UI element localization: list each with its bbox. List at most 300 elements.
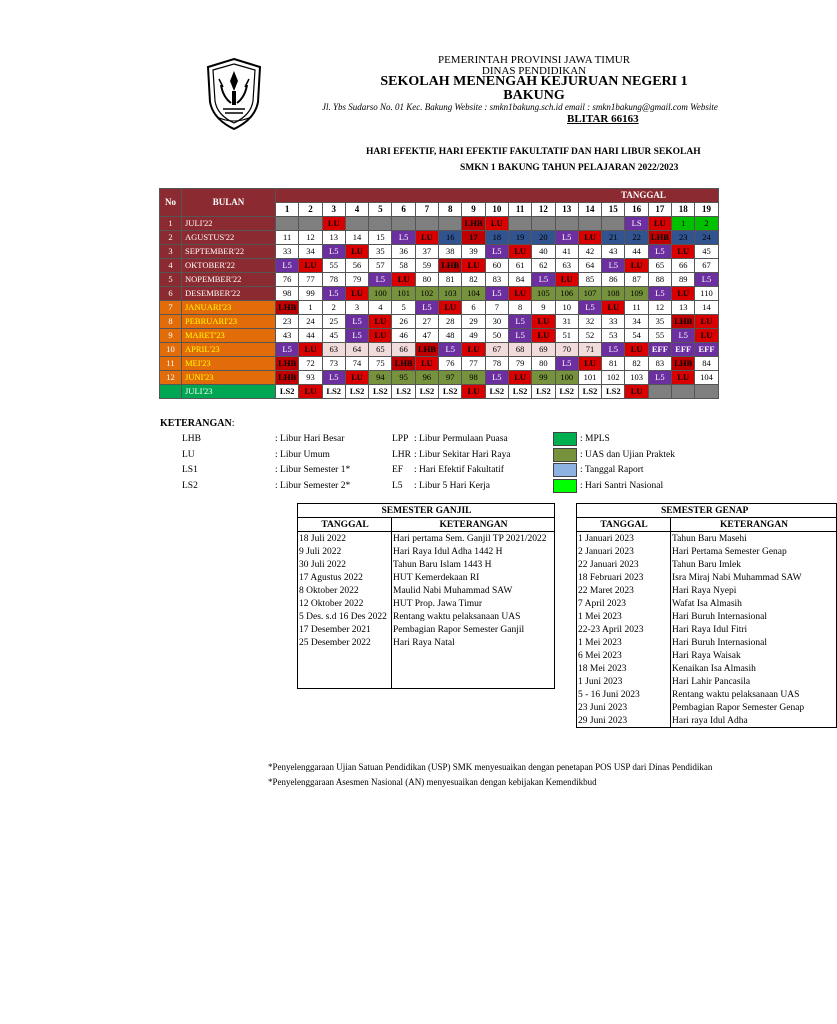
- row-description: Pembagian Rapor Semester Ganjil: [392, 623, 555, 636]
- header-school: SEKOLAH MENENGAH KEJURUAN NEGERI 1: [380, 74, 688, 89]
- calendar-cell: 96: [415, 371, 438, 385]
- calendar-cell: 68: [508, 343, 531, 357]
- calendar-cell: 14: [695, 301, 718, 315]
- row-description: HUT Prop. Jawa Timur: [392, 597, 555, 610]
- calendar-cell: LU: [672, 371, 695, 385]
- row-date: 2 Januari 2023: [577, 545, 671, 558]
- calendar-cell: 37: [415, 245, 438, 259]
- calendar-cell: LS2: [415, 385, 438, 399]
- calendar-cell: 98: [462, 371, 485, 385]
- calendar-cell: 38: [439, 245, 462, 259]
- calendar-cell: 2: [322, 301, 345, 315]
- legend-code: LS1: [182, 465, 198, 475]
- calendar-cell: 18: [485, 231, 508, 245]
- row-date: [298, 662, 392, 675]
- calendar-cell: [392, 217, 415, 231]
- semester-ganjil-table: [297, 503, 555, 689]
- month-label: PEBRUARI'23: [182, 315, 276, 329]
- calendar-cell: 29: [462, 315, 485, 329]
- calendar-cell: [276, 217, 299, 231]
- legend-desc: : Libur Permulaan Puasa: [414, 434, 508, 444]
- row-description: Hari Raya Natal: [392, 636, 555, 649]
- header-tanggal: TANGGAL: [276, 189, 719, 203]
- calendar-cell: 11: [625, 301, 648, 315]
- calendar-row: [160, 231, 719, 245]
- calendar-row: [160, 343, 719, 357]
- calendar-cell: L5: [578, 301, 601, 315]
- calendar-cell: LS2: [555, 385, 578, 399]
- legend-code: LHR: [392, 449, 411, 460]
- calendar-cell: LU: [299, 343, 322, 357]
- calendar-cell: LU: [415, 357, 438, 371]
- calendar-cell: 1: [672, 217, 695, 231]
- calendar-cell: 42: [578, 245, 601, 259]
- calendar-cell: 66: [392, 343, 415, 357]
- table-row: [298, 610, 555, 623]
- month-label: JANUARI'23: [182, 301, 276, 315]
- table-row: [577, 571, 837, 584]
- row-date: 7 April 2023: [577, 597, 671, 610]
- calendar-cell: LHB: [672, 357, 695, 371]
- calendar-cell: 85: [578, 273, 601, 287]
- calendar-cell: LU: [578, 231, 601, 245]
- table-row: [577, 675, 837, 688]
- legend-swatch: [553, 463, 577, 477]
- calendar-cell: LU: [648, 217, 671, 231]
- row-description: Hari Raya Waisak: [671, 649, 837, 662]
- calendar-cell: 30: [485, 315, 508, 329]
- calendar-cell: 77: [299, 273, 322, 287]
- calendar-cell: L5: [695, 273, 718, 287]
- calendar-cell: 102: [602, 371, 625, 385]
- calendar-cell: LU: [532, 329, 555, 343]
- calendar-cell: LU: [439, 301, 462, 315]
- calendar-cell: 67: [485, 343, 508, 357]
- calendar-cell: 35: [648, 315, 671, 329]
- row-description: [392, 675, 555, 689]
- row-description: Kenaikan Isa Almasih: [671, 662, 837, 675]
- calendar-cell: 17: [462, 231, 485, 245]
- calendar-cell: LHB: [276, 371, 299, 385]
- calendar-cell: 83: [485, 273, 508, 287]
- row-date: 18 Juli 2022: [298, 532, 392, 546]
- legend-swatch: [553, 432, 577, 446]
- calendar-cell: LU: [625, 259, 648, 273]
- row-number: 2: [160, 231, 182, 245]
- row-number: 8: [160, 315, 182, 329]
- header-bakung: BAKUNG: [503, 88, 565, 103]
- calendar-cell: L5: [555, 357, 578, 371]
- calendar-cell: L5: [322, 287, 345, 301]
- month-label: JULI'22: [182, 217, 276, 231]
- semester-genap-table: [576, 503, 837, 728]
- row-number: 9: [160, 329, 182, 343]
- row-date: 1 Januari 2023: [577, 532, 671, 546]
- calendar-cell: 78: [322, 273, 345, 287]
- calendar-cell: LU: [508, 371, 531, 385]
- calendar-cell: 21: [602, 231, 625, 245]
- calendar-row: [160, 357, 719, 371]
- row-description: Hari Buruh Internasional: [671, 636, 837, 649]
- row-date: 5 Des. s.d 16 Des 2022: [298, 610, 392, 623]
- calendar-cell: 59: [415, 259, 438, 273]
- month-label: OKTOBER'22: [182, 259, 276, 273]
- table-row: [577, 688, 837, 701]
- calendar-cell: 56: [345, 259, 368, 273]
- legend-code: LS2: [182, 480, 198, 491]
- calendar-cell: 93: [299, 371, 322, 385]
- calendar-cell: 4: [369, 301, 392, 315]
- day-header: 2: [299, 203, 322, 217]
- calendar-cell: 6: [462, 301, 485, 315]
- row-description: Hari raya Idul Adha: [671, 714, 837, 728]
- calendar-cell: 9: [532, 301, 555, 315]
- row-date: 23 Juni 2023: [577, 701, 671, 714]
- calendar-row: [160, 385, 719, 399]
- calendar-row: [160, 245, 719, 259]
- table-row: [298, 584, 555, 597]
- calendar-cell: 106: [555, 287, 578, 301]
- calendar-cell: L5: [485, 287, 508, 301]
- calendar-cell: 61: [508, 259, 531, 273]
- calendar-cell: 24: [299, 315, 322, 329]
- table-row: [577, 649, 837, 662]
- calendar-cell: [532, 217, 555, 231]
- calendar-cell: 33: [602, 315, 625, 329]
- calendar-cell: 78: [485, 357, 508, 371]
- calendar-cell: 80: [415, 273, 438, 287]
- calendar-cell: 57: [369, 259, 392, 273]
- calendar-cell: [345, 217, 368, 231]
- calendar-cell: L5: [508, 329, 531, 343]
- calendar-cell: 64: [345, 343, 368, 357]
- calendar-cell: LU: [508, 245, 531, 259]
- row-date: 1 Juni 2023: [577, 675, 671, 688]
- calendar-cell: 50: [485, 329, 508, 343]
- header-dinas: DINAS PENDIDIKAN: [481, 65, 587, 77]
- calendar-cell: LU: [322, 217, 345, 231]
- calendar-cell: LHB: [392, 357, 415, 371]
- calendar-cell: LS2: [532, 385, 555, 399]
- calendar-cell: LU: [555, 273, 578, 287]
- calendar-cell: 88: [648, 273, 671, 287]
- calendar-cell: L5: [415, 301, 438, 315]
- row-date: 9 Juli 2022: [298, 545, 392, 558]
- calendar-cell: 97: [439, 371, 462, 385]
- calendar-cell: 82: [462, 273, 485, 287]
- day-header: 10: [485, 203, 508, 217]
- calendar-cell: 49: [462, 329, 485, 343]
- row-description: [392, 662, 555, 675]
- row-number: 6: [160, 287, 182, 301]
- calendar-cell: LU: [508, 287, 531, 301]
- row-number: 5: [160, 273, 182, 287]
- legend-desc: : Tanggal Raport: [580, 465, 644, 475]
- table-row: [577, 701, 837, 714]
- calendar-cell: L5: [345, 315, 368, 329]
- header-no: No: [160, 189, 182, 217]
- note-usp: *Penyelenggaraan Ujian Satuan Pendidikan (USP) SMK menyesuaikan dengan penetapan POS USP dari Dinas Pendidikan: [268, 762, 713, 772]
- calendar-cell: 52: [578, 329, 601, 343]
- row-date: 17 Agustus 2022: [298, 571, 392, 584]
- calendar-cell: LHB: [462, 217, 485, 231]
- calendar-cell: LU: [299, 259, 322, 273]
- calendar-cell: 40: [532, 245, 555, 259]
- calendar-cell: [415, 217, 438, 231]
- month-label: MARET'23: [182, 329, 276, 343]
- calendar-row: [160, 259, 719, 273]
- calendar-cell: 3: [345, 301, 368, 315]
- row-date: 22-23 April 2023: [577, 623, 671, 636]
- calendar-cell: 23: [276, 315, 299, 329]
- calendar-cell: 101: [578, 371, 601, 385]
- calendar-cell: 71: [578, 343, 601, 357]
- calendar-cell: L5: [322, 371, 345, 385]
- calendar-cell: LHB: [672, 315, 695, 329]
- col-keterangan: KETERANGAN: [392, 518, 555, 532]
- row-date: 8 Oktober 2022: [298, 584, 392, 597]
- row-date: 6 Mei 2023: [577, 649, 671, 662]
- day-header: 9: [462, 203, 485, 217]
- calendar-cell: 94: [369, 371, 392, 385]
- calendar-cell: 19: [508, 231, 531, 245]
- table-row: [577, 558, 837, 571]
- day-header: 4: [345, 203, 368, 217]
- table-row: [298, 558, 555, 571]
- calendar-cell: 108: [602, 287, 625, 301]
- row-date: 18 Februari 2023: [577, 571, 671, 584]
- day-header: 18: [672, 203, 695, 217]
- calendar-cell: 100: [555, 371, 578, 385]
- calendar-cell: 66: [672, 259, 695, 273]
- calendar-cell: 12: [648, 301, 671, 315]
- calendar-cell: 65: [369, 343, 392, 357]
- row-number: 1: [160, 217, 182, 231]
- calendar-cell: 74: [345, 357, 368, 371]
- calendar-cell: L5: [602, 343, 625, 357]
- table-row: [577, 545, 837, 558]
- calendar-cell: 41: [555, 245, 578, 259]
- row-description: Hari Buruh Internasional: [671, 610, 837, 623]
- calendar-cell: 63: [322, 343, 345, 357]
- col-tanggal: TANGGAL: [577, 518, 671, 532]
- legend-code: EF: [392, 465, 404, 475]
- calendar-cell: 99: [299, 287, 322, 301]
- calendar-cell: L5: [392, 231, 415, 245]
- calendar-cell: 28: [439, 315, 462, 329]
- row-date: 5 - 16 Juni 2023: [577, 688, 671, 701]
- calendar-cell: [369, 217, 392, 231]
- legend-code: LU: [182, 449, 195, 460]
- calendar-cell: LHB: [415, 343, 438, 357]
- row-number: 10: [160, 343, 182, 357]
- calendar-cell: 99: [532, 371, 555, 385]
- calendar-cell: L5: [276, 343, 299, 357]
- row-description: Hari Pertama Semester Genap: [671, 545, 837, 558]
- calendar-cell: 55: [322, 259, 345, 273]
- calendar-cell: L5: [322, 245, 345, 259]
- header-city: BLITAR 66163: [567, 113, 639, 125]
- day-header: 6: [392, 203, 415, 217]
- calendar-cell: LS2: [369, 385, 392, 399]
- table-row: [298, 532, 555, 546]
- table-row: [298, 636, 555, 649]
- row-description: Rentang waktu pelaksanaan UAS: [392, 610, 555, 623]
- calendar-cell: LHB: [276, 301, 299, 315]
- table-row: [298, 623, 555, 636]
- table-row: [577, 636, 837, 649]
- provincial-crest-logo: [205, 57, 263, 131]
- row-description: Tahun Baru Islam 1443 H: [392, 558, 555, 571]
- legend-code: L5: [392, 480, 403, 491]
- calendar-cell: 11: [276, 231, 299, 245]
- calendar-cell: 12: [299, 231, 322, 245]
- calendar-cell: L5: [648, 371, 671, 385]
- calendar-cell: 44: [299, 329, 322, 343]
- calendar-cell: L5: [276, 259, 299, 273]
- calendar-cell: LU: [462, 385, 485, 399]
- calendar-cell: 103: [439, 287, 462, 301]
- row-date: 17 Desember 2021: [298, 623, 392, 636]
- row-description: Tahun Baru Imlek: [671, 558, 837, 571]
- calendar-cell: [299, 217, 322, 231]
- row-date: 30 Juli 2022: [298, 558, 392, 571]
- calendar-cell: 8: [508, 301, 531, 315]
- calendar-cell: 32: [578, 315, 601, 329]
- calendar-cell: 65: [648, 259, 671, 273]
- document-subtitle: SMKN 1 BAKUNG TAHUN PELAJARAN 2022/2023: [460, 163, 679, 173]
- legend-desc: : Libur Hari Besar: [275, 434, 345, 444]
- calendar-cell: 104: [462, 287, 485, 301]
- calendar-row: [160, 371, 719, 385]
- calendar-cell: 34: [625, 315, 648, 329]
- calendar-cell: LU: [369, 329, 392, 343]
- calendar-cell: [508, 217, 531, 231]
- calendar-row: [160, 217, 719, 231]
- table-row: [577, 623, 837, 636]
- table-row: [577, 662, 837, 675]
- calendar-cell: 101: [392, 287, 415, 301]
- calendar-cell: L5: [485, 245, 508, 259]
- calendar-cell: 43: [276, 329, 299, 343]
- document-title: HARI EFEKTIF, HARI EFEKTIF FAKULTATIF DAN HARI LIBUR SEKOLAH: [366, 147, 701, 157]
- row-number: 3: [160, 245, 182, 259]
- calendar-cell: L5: [369, 273, 392, 287]
- table-row: [298, 545, 555, 558]
- calendar-cell: [602, 217, 625, 231]
- calendar-cell: LU: [369, 315, 392, 329]
- row-number: [160, 385, 182, 399]
- row-date: 29 Juni 2023: [577, 714, 671, 728]
- table-row: [577, 532, 837, 546]
- calendar-cell: L5: [555, 231, 578, 245]
- legend-desc: : Libur Sekitar Hari Raya: [414, 449, 511, 460]
- col-keterangan: KETERANGAN: [671, 518, 837, 532]
- calendar-cell: 81: [602, 357, 625, 371]
- day-header: 5: [369, 203, 392, 217]
- row-number: 7: [160, 301, 182, 315]
- calendar-cell: 14: [345, 231, 368, 245]
- calendar-table: [159, 188, 768, 406]
- day-header: 11: [508, 203, 531, 217]
- row-date: 22 Maret 2023: [577, 584, 671, 597]
- calendar-cell: 20: [532, 231, 555, 245]
- calendar-cell: LS2: [276, 385, 299, 399]
- calendar-cell: LHB: [439, 259, 462, 273]
- calendar-cell: 70: [555, 343, 578, 357]
- table-row: [298, 571, 555, 584]
- calendar-cell: LS2: [322, 385, 345, 399]
- calendar-cell: [672, 385, 695, 399]
- calendar-cell: 77: [462, 357, 485, 371]
- calendar-cell: 47: [415, 329, 438, 343]
- day-header: 16: [625, 203, 648, 217]
- month-label: APRIL'23: [182, 343, 276, 357]
- calendar-cell: 35: [369, 245, 392, 259]
- row-description: HUT Kemerdekaan RI: [392, 571, 555, 584]
- calendar-cell: [578, 217, 601, 231]
- calendar-row: [160, 329, 719, 343]
- calendar-row: [160, 273, 719, 287]
- calendar-cell: L5: [485, 371, 508, 385]
- month-label: MEI'23: [182, 357, 276, 371]
- calendar-cell: LS2: [485, 385, 508, 399]
- calendar-cell: 60: [485, 259, 508, 273]
- header-address: Jl. Ybs Sudarso No. 01 Kec. Bakung Website : smkn1bakung.sch.id email : smkn1bakung@gmail.com Website: [322, 102, 718, 112]
- calendar-cell: 31: [555, 315, 578, 329]
- calendar-cell: 103: [625, 371, 648, 385]
- row-date: 1 Mei 2023: [577, 610, 671, 623]
- calendar-cell: 45: [695, 245, 718, 259]
- legend-desc: : Hari Santri Nasional: [580, 480, 664, 491]
- calendar-cell: 80: [532, 357, 555, 371]
- legend-code: LPP: [392, 434, 409, 444]
- calendar-cell: 22: [625, 231, 648, 245]
- row-description: Wafat Isa Almasih: [671, 597, 837, 610]
- calendar-cell: 27: [415, 315, 438, 329]
- row-description: Tahun Baru Masehi: [671, 532, 837, 546]
- calendar-cell: [648, 385, 671, 399]
- calendar-cell: 76: [276, 273, 299, 287]
- row-description: Isra Miraj Nabi Muhammad SAW: [671, 571, 837, 584]
- month-label: JULI'23: [182, 385, 276, 399]
- calendar-cell: 54: [625, 329, 648, 343]
- calendar-cell: 105: [532, 287, 555, 301]
- table-row: [577, 584, 837, 597]
- calendar-cell: 89: [672, 273, 695, 287]
- calendar-cell: 100: [369, 287, 392, 301]
- row-date: 18 Mei 2023: [577, 662, 671, 675]
- calendar-cell: LU: [485, 217, 508, 231]
- legend-desc: : Libur Umum: [275, 449, 330, 460]
- calendar-cell: [555, 217, 578, 231]
- row-number: 4: [160, 259, 182, 273]
- calendar-cell: LU: [695, 315, 718, 329]
- calendar-cell: LS2: [578, 385, 601, 399]
- table-row: [577, 714, 837, 728]
- day-header: 19: [695, 203, 718, 217]
- calendar-cell: 10: [555, 301, 578, 315]
- row-date: [298, 675, 392, 689]
- table-row: [298, 597, 555, 610]
- header-province: PEMERINTAH PROVINSI JAWA TIMUR: [437, 54, 631, 66]
- calendar-cell: 33: [276, 245, 299, 259]
- calendar-cell: L5: [648, 287, 671, 301]
- semester-genap-wrapper: [576, 503, 805, 749]
- calendar-cell: LU: [672, 287, 695, 301]
- calendar-cell: 79: [508, 357, 531, 371]
- calendar-cell: LS2: [439, 385, 462, 399]
